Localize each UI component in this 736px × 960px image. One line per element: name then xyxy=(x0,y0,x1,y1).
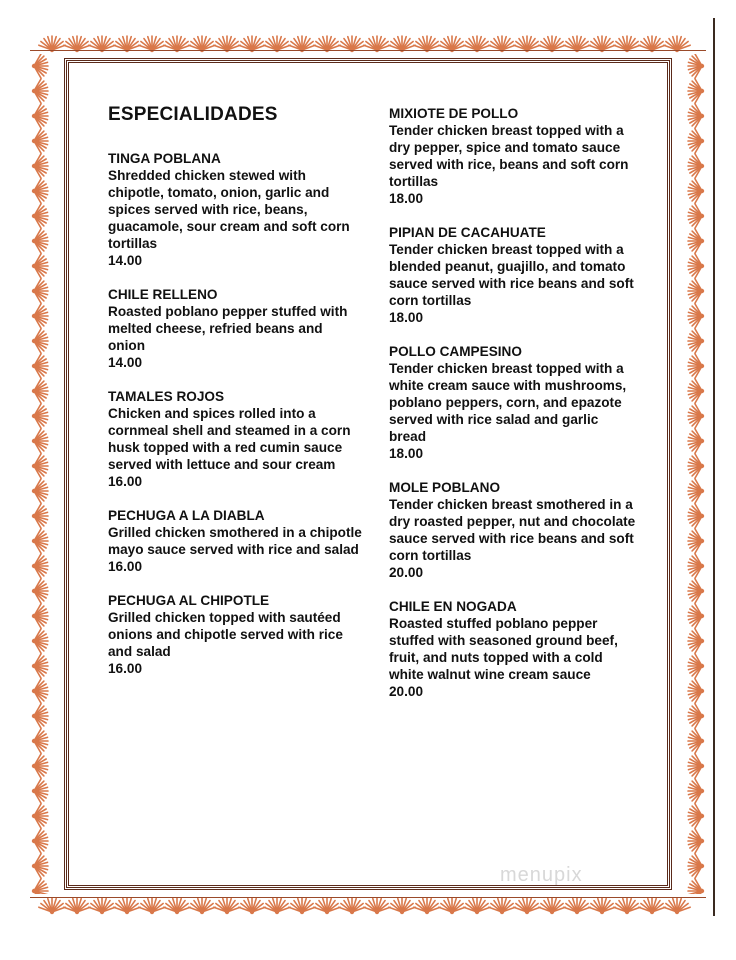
fan-ornament xyxy=(32,304,48,328)
fan-ornament xyxy=(214,898,240,914)
item-description: Roasted stuffed poblano pepper stuffed with seasoned ground beef, fruit, and nuts topped with a cold white walnut wine cream sauce xyxy=(389,616,618,682)
fan-ornament xyxy=(32,79,48,103)
fan-ornament xyxy=(688,204,704,228)
fan-ornament xyxy=(688,354,704,378)
fan-ornament xyxy=(688,479,704,503)
item-description: Tender chicken breast smothered in a dry roasted pepper, nut and chocolate sauce served with rice beans and soft corn tortillas xyxy=(389,497,636,563)
fan-ornament xyxy=(688,504,704,528)
fan-ornament xyxy=(289,898,315,914)
left-fan-border xyxy=(26,54,60,894)
menu-item xyxy=(389,343,637,462)
fan-ornament xyxy=(514,898,540,914)
fan-ornament xyxy=(364,898,390,914)
menu-item xyxy=(389,598,637,700)
fan-ornament xyxy=(688,754,704,778)
item-name: MIXIOTE DE POLLO xyxy=(389,106,519,121)
fan-ornament xyxy=(688,729,704,753)
fan-ornament xyxy=(164,898,190,914)
menu-column-left xyxy=(108,150,363,694)
fan-ornament xyxy=(32,779,48,803)
item-price: 16.00 xyxy=(108,474,143,489)
fan-ornament xyxy=(32,504,48,528)
fan-ornament xyxy=(688,529,704,553)
fan-ornament xyxy=(64,898,90,914)
item-description: Shredded chicken stewed with chipotle, tomato, onion, garlic and spices served with rice, beans, guacamole, sour cream and soft corn tortillas xyxy=(108,168,350,251)
fan-ornament xyxy=(414,898,440,914)
item-name: CHILE EN NOGADA xyxy=(389,599,517,614)
item-price: 14.00 xyxy=(108,355,143,370)
item-price: 16.00 xyxy=(108,661,143,676)
right-fan-pattern xyxy=(676,54,710,894)
left-fan-pattern xyxy=(26,54,60,894)
fan-ornament xyxy=(688,854,704,878)
fan-ornament xyxy=(32,879,48,894)
fan-ornament xyxy=(32,154,48,178)
fan-ornament xyxy=(439,898,465,914)
item-price: 14.00 xyxy=(108,253,143,268)
fan-ornament xyxy=(664,898,690,914)
fan-ornament xyxy=(688,804,704,828)
fan-ornament xyxy=(639,898,665,914)
fan-ornament xyxy=(688,154,704,178)
fan-ornament xyxy=(688,254,704,278)
item-description: Roasted poblano pepper stuffed with melted cheese, refried beans and onion xyxy=(108,304,348,353)
fan-ornament xyxy=(688,129,704,153)
fan-ornament xyxy=(489,898,515,914)
fan-ornament xyxy=(32,479,48,503)
item-price: 18.00 xyxy=(389,446,424,461)
right-outer-rule xyxy=(713,18,715,916)
fan-ornament xyxy=(39,898,65,914)
fan-ornament xyxy=(688,379,704,403)
fan-ornament xyxy=(32,429,48,453)
fan-ornament xyxy=(688,629,704,653)
fan-ornament xyxy=(688,779,704,803)
fan-ornament xyxy=(32,829,48,853)
menu-item xyxy=(108,507,363,575)
fan-ornament xyxy=(32,529,48,553)
fan-ornament xyxy=(389,898,415,914)
fan-ornament xyxy=(139,898,165,914)
fan-ornament xyxy=(89,898,115,914)
fan-ornament xyxy=(114,898,140,914)
fan-ornament xyxy=(32,679,48,703)
fan-ornament xyxy=(32,579,48,603)
fan-ornament xyxy=(32,404,48,428)
item-description: Grilled chicken topped with sautéed onions and chipotle served with rice and salad xyxy=(108,610,343,659)
fan-ornament xyxy=(688,579,704,603)
fan-ornament xyxy=(32,554,48,578)
fan-ornament xyxy=(464,898,490,914)
fan-ornament xyxy=(688,279,704,303)
item-description: Tender chicken breast topped with a blended peanut, guajillo, and tomato sauce served with rice beans and soft corn tortillas xyxy=(389,242,634,308)
fan-ornament xyxy=(32,854,48,878)
item-name: POLLO CAMPESINO xyxy=(389,344,522,359)
fan-ornament xyxy=(688,104,704,128)
item-name: PECHUGA A LA DIABLA xyxy=(108,508,265,523)
fan-ornament xyxy=(339,898,365,914)
fan-ornament xyxy=(614,898,640,914)
item-name: PECHUGA AL CHIPOTLE xyxy=(108,593,270,608)
menu-item xyxy=(389,105,637,207)
menu-item xyxy=(108,286,363,371)
watermark: menupix xyxy=(500,864,583,886)
fan-ornament xyxy=(32,604,48,628)
fan-ornament xyxy=(688,454,704,478)
top-fan-border xyxy=(38,20,698,54)
item-price: 20.00 xyxy=(389,684,424,699)
fan-ornament xyxy=(688,604,704,628)
section-heading: ESPECIALIDADES xyxy=(108,104,278,125)
item-description: Grilled chicken smothered in a chipotle mayo sauce served with rice and salad xyxy=(108,525,362,557)
fan-ornament xyxy=(688,404,704,428)
item-description: Tender chicken breast topped with a dry pepper, spice and tomato sauce served with rice, beans and soft corn tortillas xyxy=(389,123,629,189)
item-name: TINGA POBLANA xyxy=(108,151,221,166)
item-price: 20.00 xyxy=(389,565,424,580)
fan-ornament xyxy=(32,354,48,378)
fan-ornament xyxy=(688,704,704,728)
fan-ornament xyxy=(32,704,48,728)
fan-ornament xyxy=(32,54,48,78)
fan-ornament xyxy=(189,898,215,914)
fan-ornament xyxy=(589,898,615,914)
fan-ornament xyxy=(264,898,290,914)
fan-ornament xyxy=(32,279,48,303)
menu-item xyxy=(108,150,363,269)
right-fan-border xyxy=(676,54,710,894)
item-price: 16.00 xyxy=(108,559,143,574)
fan-ornament xyxy=(32,104,48,128)
item-name: MOLE POBLANO xyxy=(389,480,501,495)
menu-item xyxy=(389,224,637,326)
menu-item xyxy=(108,592,363,677)
fan-ornament xyxy=(32,804,48,828)
fan-ornament xyxy=(539,898,565,914)
fan-ornament xyxy=(314,898,340,914)
bottom-rule xyxy=(30,897,706,898)
fan-ornament xyxy=(32,454,48,478)
fan-ornament xyxy=(32,129,48,153)
fan-ornament xyxy=(32,754,48,778)
item-name: TAMALES ROJOS xyxy=(108,389,225,404)
fan-ornament xyxy=(239,898,265,914)
fan-ornament xyxy=(32,329,48,353)
menu-item xyxy=(389,479,637,581)
top-fan-pattern xyxy=(38,20,698,54)
item-description: Chicken and spices rolled into a cornmeal shell and steamed in a corn husk topped with a red cumin sauce served with lettuce and sour cream xyxy=(108,406,351,472)
fan-ornament xyxy=(32,629,48,653)
top-rule xyxy=(30,50,706,51)
menu-column-right xyxy=(389,105,637,717)
item-description: Tender chicken breast topped with a white cream sauce with mushrooms, poblano peppers, corn, and epazote served with rice salad and garlic bread xyxy=(389,361,627,444)
fan-ornament xyxy=(688,654,704,678)
fan-ornament xyxy=(688,229,704,253)
fan-ornament xyxy=(688,329,704,353)
fan-ornament xyxy=(688,829,704,853)
item-price: 18.00 xyxy=(389,310,424,325)
fan-ornament xyxy=(32,654,48,678)
fan-ornament xyxy=(688,554,704,578)
fan-ornament xyxy=(32,254,48,278)
fan-ornament xyxy=(688,429,704,453)
fan-ornament xyxy=(32,379,48,403)
fan-ornament xyxy=(688,79,704,103)
fan-ornament xyxy=(688,679,704,703)
menu-item xyxy=(108,388,363,490)
fan-ornament xyxy=(32,729,48,753)
fan-ornament xyxy=(32,179,48,203)
item-price: 18.00 xyxy=(389,191,424,206)
fan-ornament xyxy=(564,898,590,914)
fan-ornament xyxy=(32,204,48,228)
item-name: CHILE RELLENO xyxy=(108,287,218,302)
fan-ornament xyxy=(688,54,704,78)
fan-ornament xyxy=(688,179,704,203)
item-name: PIPIAN DE CACAHUATE xyxy=(389,225,546,240)
fan-ornament xyxy=(32,229,48,253)
fan-ornament xyxy=(688,879,704,894)
fan-ornament xyxy=(688,304,704,328)
